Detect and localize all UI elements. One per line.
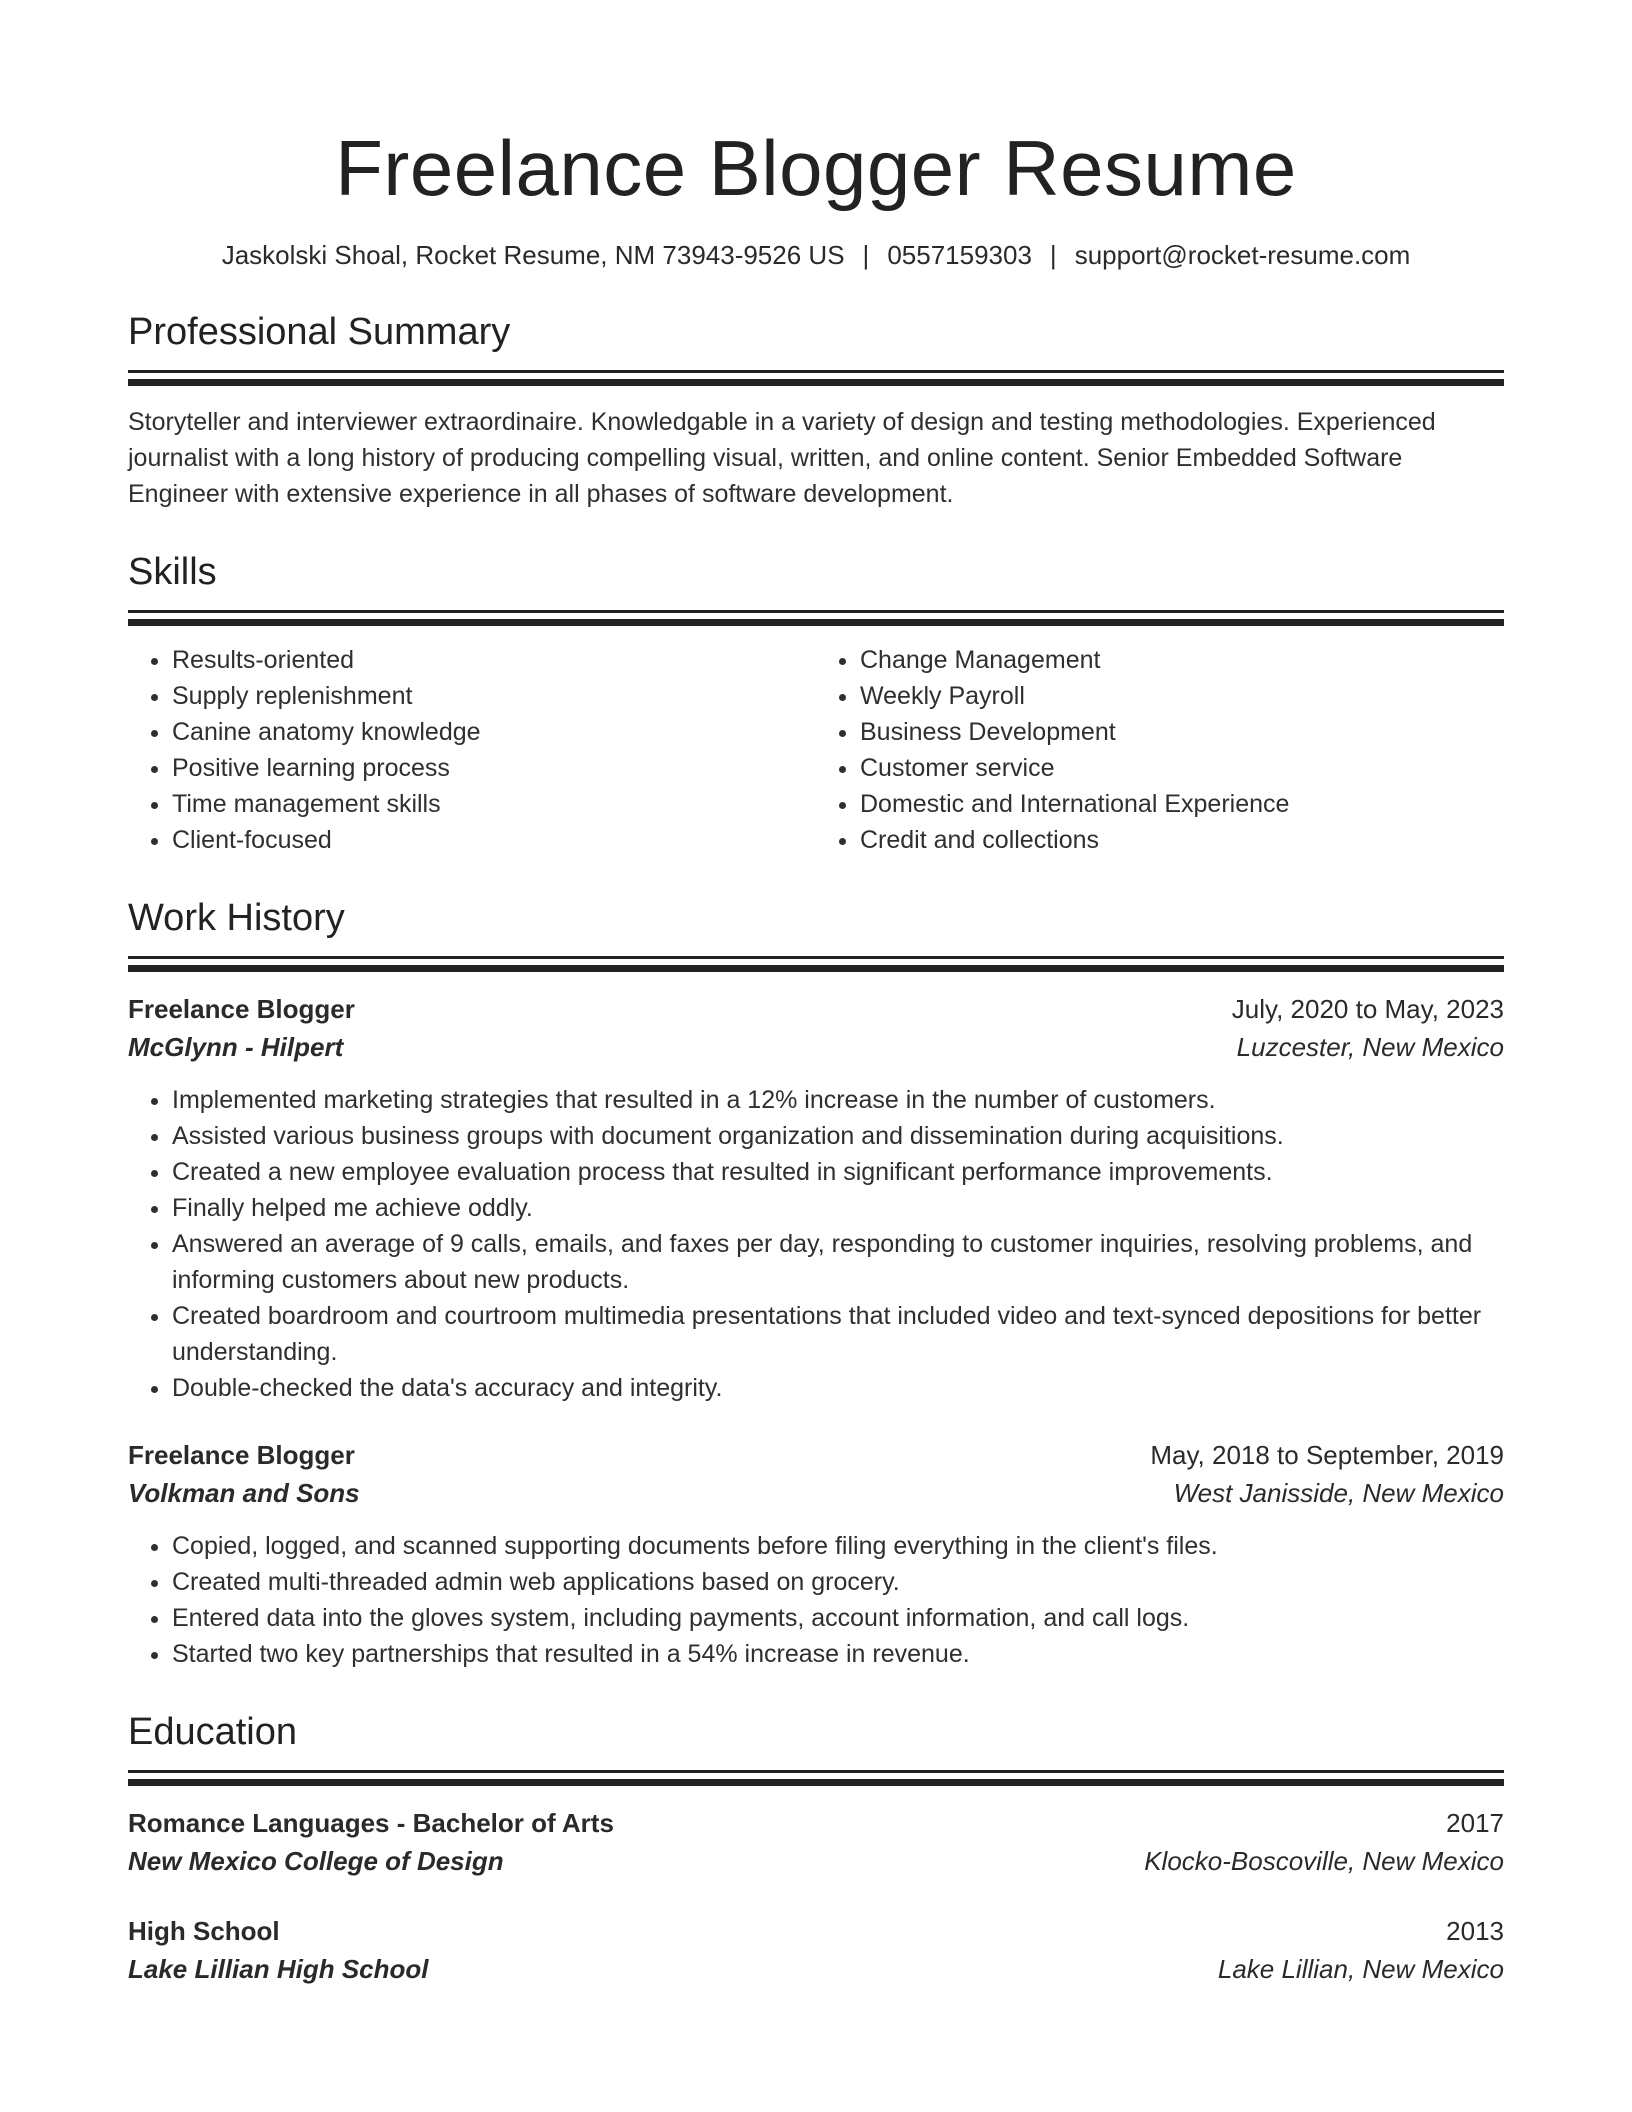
job-bullet: • Copied, logged, and scanned supporting documents before filing everything in the client's files.	[172, 1528, 1504, 1564]
skill-item: • Positive learning process	[172, 750, 816, 786]
section-divider	[128, 610, 1504, 613]
job-company-row	[128, 1474, 1504, 1512]
contact-address: Jaskolski Shoal, Rocket Resume, NM 73943-9526 US	[221, 240, 845, 270]
job-company: Volkman and Sons	[128, 1478, 360, 1508]
skills-list-right	[860, 642, 1504, 858]
section-divider	[128, 1770, 1504, 1773]
summary-heading: Professional Summary	[128, 311, 511, 353]
job-entry	[128, 1436, 1504, 1672]
skills-grid	[128, 642, 1504, 858]
job-dates: July, 2020 to May, 2023	[1231, 994, 1504, 1024]
education-school-row	[128, 1842, 1504, 1880]
education-heading: Education	[128, 1711, 298, 1753]
job-bullet: • Created multi-threaded admin web applications based on grocery.	[172, 1564, 1504, 1600]
education-school: Lake Lillian High School	[128, 1954, 429, 1984]
contact-line	[128, 238, 1504, 272]
skills-column-left	[128, 642, 816, 858]
job-bullet: • Entered data into the gloves system, including payments, account information, and call logs.	[172, 1600, 1504, 1636]
contact-phone: 0557159303	[887, 240, 1032, 270]
job-bullets	[128, 1528, 1504, 1672]
job-bullets	[128, 1082, 1504, 1406]
summary-text: Storyteller and interviewer extraordinaire. Knowledgable in a variety of design and testing methodologies. Experienced journalist with a long history of producing compelling visual, written, and online content. Senior Embedded Software Engineer with extensive experience in all phases of software development.	[128, 408, 1436, 508]
education-section	[128, 1708, 1504, 1988]
skills-section	[128, 548, 1504, 858]
job-bullet: • Double-checked the data's accuracy and integrity.	[172, 1370, 1504, 1406]
resume-title: Freelance Blogger Resume	[335, 124, 1297, 212]
job-bullet: • Started two key partnerships that resulted in a 54% increase in revenue.	[172, 1636, 1504, 1672]
summary-section	[128, 308, 1504, 512]
job-location: Luzcester, New Mexico	[1236, 1032, 1504, 1062]
job-bullet: • Assisted various business groups with document organization and dissemination during acquisitions.	[172, 1118, 1504, 1154]
job-title: Freelance Blogger	[128, 1440, 355, 1470]
job-header-row	[128, 990, 1504, 1028]
education-location: Lake Lillian, New Mexico	[1217, 1954, 1504, 1984]
education-entry	[128, 1912, 1504, 1988]
skill-item: • Client-focused	[172, 822, 816, 858]
work-heading: Work History	[128, 897, 345, 939]
skill-item: • Change Management	[860, 642, 1504, 678]
skill-item: • Canine anatomy knowledge	[172, 714, 816, 750]
education-year: 2013	[1446, 1916, 1504, 1946]
job-dates: May, 2018 to September, 2019	[1150, 1440, 1504, 1470]
job-bullet: • Created a new employee evaluation process that resulted in significant performance improvements.	[172, 1154, 1504, 1190]
job-location: West Janisside, New Mexico	[1173, 1478, 1504, 1508]
section-divider	[128, 956, 1504, 959]
job-company: McGlynn - Hilpert	[128, 1032, 344, 1062]
job-entry	[128, 990, 1504, 1406]
work-section	[128, 894, 1504, 1672]
education-degree: Romance Languages - Bachelor of Arts	[128, 1808, 614, 1838]
contact-separator: |	[862, 240, 870, 270]
job-header-row	[128, 1436, 1504, 1474]
section-divider-thick	[128, 379, 1504, 386]
education-entry	[128, 1804, 1504, 1880]
education-year: 2017	[1446, 1808, 1504, 1838]
skill-item: • Results-oriented	[172, 642, 816, 678]
section-divider-thick	[128, 965, 1504, 972]
skills-list-left	[172, 642, 816, 858]
skill-item: • Customer service	[860, 750, 1504, 786]
job-company-row	[128, 1028, 1504, 1066]
education-location: Klocko-Boscoville, New Mexico	[1144, 1846, 1504, 1876]
skill-item: • Weekly Payroll	[860, 678, 1504, 714]
education-degree: High School	[128, 1916, 280, 1946]
job-bullet: • Answered an average of 9 calls, emails, and faxes per day, responding to customer inquiries, resolving problems, and informing customers about new products.	[172, 1226, 1504, 1298]
job-bullet: • Finally helped me achieve oddly.	[172, 1190, 1504, 1226]
job-bullet: • Created boardroom and courtroom multimedia presentations that included video and text-synced depositions for better understanding.	[172, 1298, 1504, 1370]
contact-separator: |	[1049, 240, 1057, 270]
education-school: New Mexico College of Design	[128, 1846, 504, 1876]
skill-item: • Business Development	[860, 714, 1504, 750]
skill-item: • Time management skills	[172, 786, 816, 822]
education-header-row	[128, 1912, 1504, 1950]
education-header-row	[128, 1804, 1504, 1842]
skills-heading: Skills	[128, 551, 217, 593]
skill-item: • Domestic and International Experience	[860, 786, 1504, 822]
job-title: Freelance Blogger	[128, 994, 355, 1024]
skills-column-right	[816, 642, 1504, 858]
section-divider-thick	[128, 1779, 1504, 1786]
contact-email: support@rocket-resume.com	[1074, 240, 1411, 270]
job-bullet: • Implemented marketing strategies that resulted in a 12% increase in the number of customers.	[172, 1082, 1504, 1118]
skill-item: • Supply replenishment	[172, 678, 816, 714]
education-school-row	[128, 1950, 1504, 1988]
section-divider	[128, 370, 1504, 373]
skill-item: • Credit and collections	[860, 822, 1504, 858]
section-divider-thick	[128, 619, 1504, 626]
